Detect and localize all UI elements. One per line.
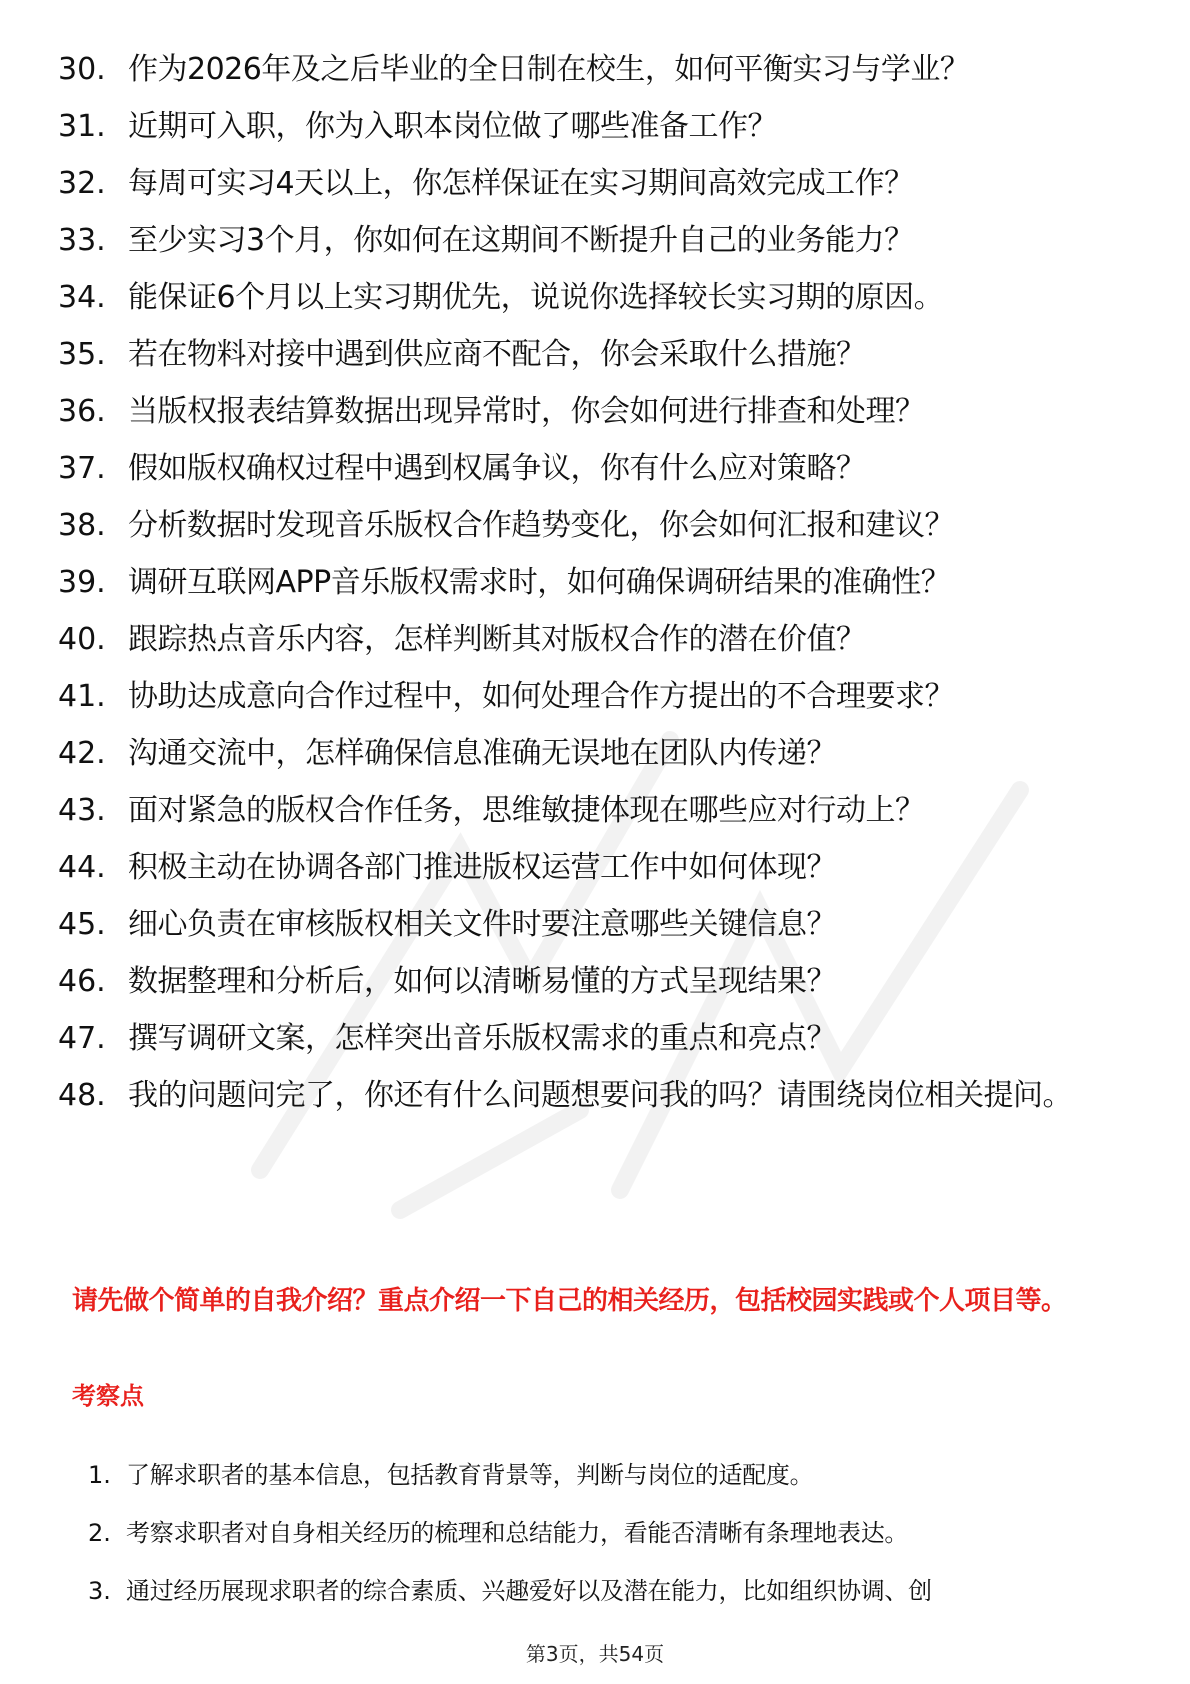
exam-point-item bbox=[88, 1574, 1128, 1608]
question-text: 每周可实习4天以上，你怎样保证在实习期间高效完成工作？ bbox=[128, 166, 914, 201]
question-item bbox=[58, 789, 1118, 833]
question-item bbox=[58, 48, 1118, 92]
question-item bbox=[58, 504, 1118, 548]
question-item bbox=[58, 390, 1118, 434]
exam-point-number: 1. bbox=[88, 1461, 111, 1489]
question-text: 细心负责在审核版权相关文件时要注意哪些关键信息？ bbox=[128, 907, 836, 942]
question-text: 调研互联网APP音乐版权需求时，如何确保调研结果的准确性？ bbox=[128, 565, 951, 600]
question-text: 数据整理和分析后，如何以清晰易懂的方式呈现结果？ bbox=[128, 964, 836, 999]
question-text: 分析数据时发现音乐版权合作趋势变化，你会如何汇报和建议？ bbox=[128, 508, 954, 543]
question-number: 35. bbox=[58, 337, 106, 372]
question-item bbox=[58, 618, 1118, 662]
question-item bbox=[58, 561, 1118, 605]
question-item bbox=[58, 447, 1118, 491]
question-text: 面对紧急的版权合作任务，思维敏捷体现在哪些应对行动上？ bbox=[128, 793, 925, 828]
question-item bbox=[58, 1017, 1118, 1061]
question-item bbox=[58, 276, 1118, 320]
question-text: 当版权报表结算数据出现异常时，你会如何进行排查和处理？ bbox=[128, 394, 925, 429]
question-number: 43. bbox=[58, 793, 106, 828]
question-number: 37. bbox=[58, 451, 106, 486]
question-number: 31. bbox=[58, 109, 106, 144]
question-number: 47. bbox=[58, 1021, 106, 1056]
question-text: 沟通交流中，怎样确保信息准确无误地在团队内传递？ bbox=[128, 736, 836, 771]
exam-points-label: 考察点 bbox=[72, 1382, 144, 1410]
question-number: 45. bbox=[58, 907, 106, 942]
question-item bbox=[58, 732, 1118, 776]
question-number: 36. bbox=[58, 394, 106, 429]
page-footer: 第3页，共54页 bbox=[525, 1642, 665, 1666]
question-item bbox=[58, 105, 1118, 149]
exam-point-number: 2. bbox=[88, 1519, 111, 1547]
question-number: 34. bbox=[58, 280, 106, 315]
question-number: 42. bbox=[58, 736, 106, 771]
question-number: 33. bbox=[58, 223, 106, 258]
exam-point-item bbox=[88, 1516, 1128, 1550]
question-text: 协助达成意向合作过程中，如何处理合作方提出的不合理要求？ bbox=[128, 679, 954, 714]
question-item bbox=[58, 846, 1118, 890]
question-item bbox=[58, 162, 1118, 206]
exam-point-text: 通过经历展现求职者的综合素质、兴趣爱好以及潜在能力，比如组织协调、创 bbox=[126, 1577, 932, 1605]
question-text: 跟踪热点音乐内容，怎样判断其对版权合作的潜在价值？ bbox=[128, 622, 866, 657]
question-item bbox=[58, 219, 1118, 263]
question-number: 44. bbox=[58, 850, 106, 885]
question-item bbox=[58, 960, 1118, 1004]
question-number: 40. bbox=[58, 622, 106, 657]
question-item bbox=[58, 333, 1118, 377]
question-item bbox=[58, 1074, 1118, 1118]
question-number: 46. bbox=[58, 964, 106, 999]
question-text: 我的问题问完了，你还有什么问题想要问我的吗？请围绕岗位相关提问。 bbox=[128, 1078, 1072, 1113]
question-number: 41. bbox=[58, 679, 106, 714]
section-question-title: 请先做个简单的自我介绍？重点介绍一下自己的相关经历，包括校园实践或个人项目等。 bbox=[72, 1286, 1067, 1316]
question-number: 30. bbox=[58, 52, 106, 87]
question-text: 能保证6个月以上实习期优先，说说你选择较长实习期的原因。 bbox=[128, 280, 944, 315]
question-item bbox=[58, 903, 1118, 947]
exam-point-number: 3. bbox=[88, 1577, 111, 1605]
exam-point-item bbox=[88, 1458, 1128, 1492]
question-number: 48. bbox=[58, 1078, 106, 1113]
exam-point-text: 了解求职者的基本信息，包括教育背景等，判断与岗位的适配度。 bbox=[126, 1461, 814, 1489]
question-text: 积极主动在协调各部门推进版权运营工作中如何体现？ bbox=[128, 850, 836, 885]
question-text: 假如版权确权过程中遇到权属争议，你有什么应对策略？ bbox=[128, 451, 866, 486]
question-text: 作为2026年及之后毕业的全日制在校生，如何平衡实习与学业？ bbox=[128, 52, 970, 87]
question-number: 39. bbox=[58, 565, 106, 600]
question-text: 撰写调研文案，怎样突出音乐版权需求的重点和亮点？ bbox=[128, 1021, 836, 1056]
question-text: 至少实习3个月，你如何在这期间不断提升自己的业务能力？ bbox=[128, 223, 914, 258]
question-number: 32. bbox=[58, 166, 106, 201]
exam-point-text: 考察求职者对自身相关经历的梳理和总结能力，看能否清晰有条理地表达。 bbox=[126, 1519, 909, 1547]
question-text: 若在物料对接中遇到供应商不配合，你会采取什么措施？ bbox=[128, 337, 866, 372]
question-text: 近期可入职，你为入职本岗位做了哪些准备工作？ bbox=[128, 109, 777, 144]
question-number: 38. bbox=[58, 508, 106, 543]
question-item bbox=[58, 675, 1118, 719]
